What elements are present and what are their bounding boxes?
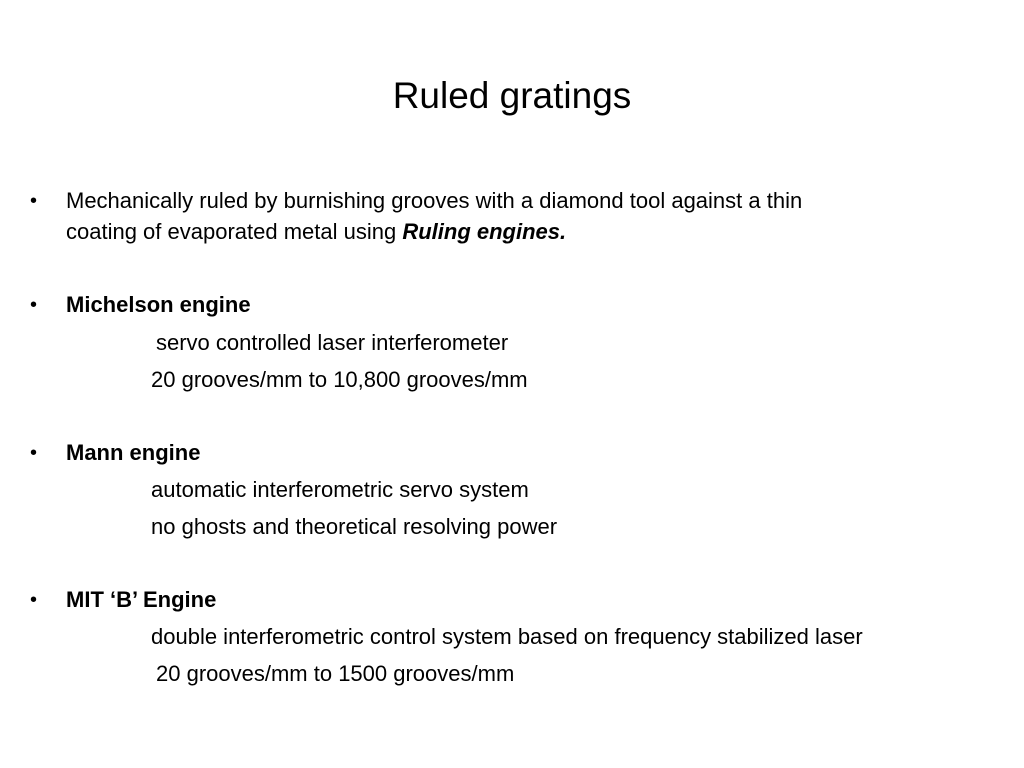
bullet-marker: •: [30, 190, 38, 212]
bullet-text-line-1: Mechanically ruled by burnishing grooves with a diamond tool against a thin: [66, 188, 803, 213]
mit-b-engine-heading: MIT ‘B’ Engine: [66, 587, 217, 612]
ruling-engines-emphasis: Ruling engines.: [402, 219, 567, 244]
bullet-text: coating of evaporated metal using: [66, 219, 403, 244]
michelson-detail-1: servo controlled laser interferometer: [156, 330, 509, 355]
mann-engine-heading: Mann engine: [66, 440, 201, 465]
bullet-text-line-2: [66, 217, 566, 247]
mit-b-detail-2: 20 grooves/mm to 1500 grooves/mm: [156, 661, 515, 686]
bullet-marker: •: [30, 294, 38, 316]
mann-detail-2: no ghosts and theoretical resolving power: [151, 514, 558, 539]
mann-detail-1: automatic interferometric servo system: [151, 477, 529, 502]
michelson-engine-heading: Michelson engine: [66, 292, 251, 317]
bullet-marker: •: [30, 442, 38, 464]
michelson-detail-2: 20 grooves/mm to 10,800 grooves/mm: [151, 367, 528, 392]
slide-title: Ruled gratings: [392, 75, 632, 116]
bullet-marker: •: [30, 589, 38, 611]
mit-b-detail-1: double interferometric control system based on frequency stabilized laser: [151, 624, 863, 649]
